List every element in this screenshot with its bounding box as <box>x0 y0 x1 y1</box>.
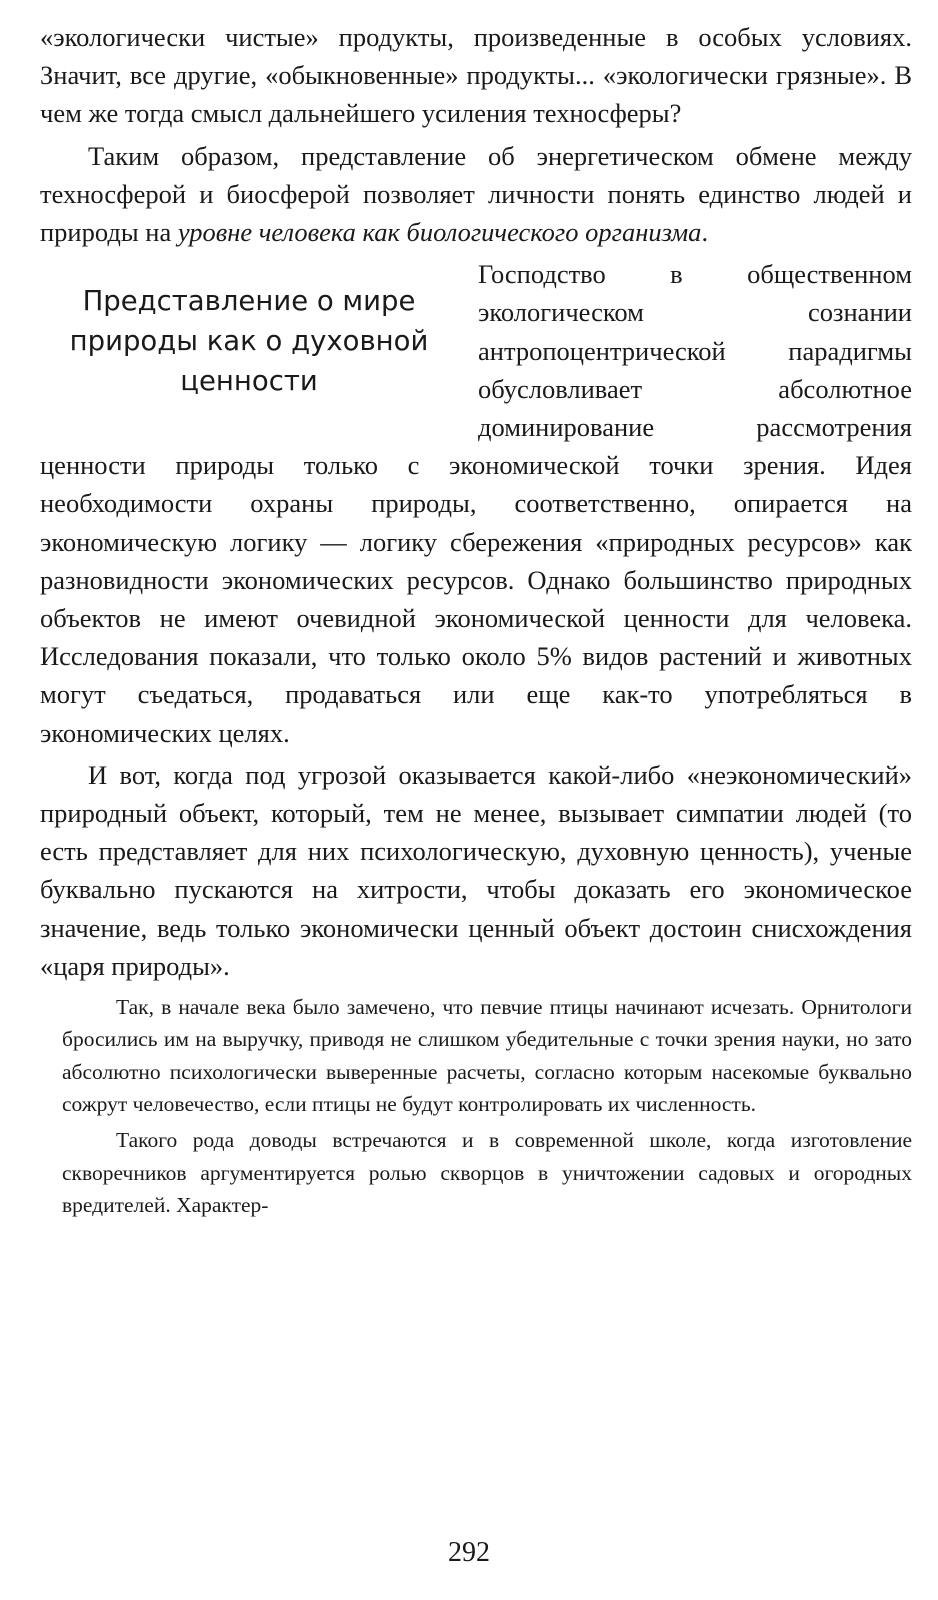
section-heading-line-3: ценности <box>180 365 318 398</box>
paragraph-continuation: «экологически чистые» продукты, произведенные в особых условиях. Значит, все другие, «обыкновенные» продукты... «экологически грязные». В чем же тогда смысл дальнейшего усиления техносферы? <box>40 22 912 129</box>
section-heading-line-1: Представление о мире <box>82 285 416 318</box>
emphasis-biological-level: уровне человека как биологического организма <box>177 217 702 248</box>
example-text <box>40 991 912 1221</box>
page-number: 292 <box>448 1537 490 1568</box>
example-birdhouses: Такого рода доводы встречаются и в современной школе, когда изготовление скворечников аргументируется ролью скворцов в уничтожении садовых и огородных вредителей. Характер- <box>62 1128 912 1217</box>
section-heading <box>40 281 458 401</box>
paragraph-energy-exchange <box>40 137 912 252</box>
page-content <box>40 18 912 1221</box>
section-spiritual-value <box>40 255 912 985</box>
section-heading-line-2: природы как о духовной <box>69 325 429 358</box>
paragraph-energy-exchange-text: Таким образом, представление об энергетическом обмене между техносферой и биосферой позволяет личности понять единство людей и природы на <box>40 140 912 248</box>
section-heading-box <box>40 255 458 417</box>
paragraph-non-economic: И вот, когда под угрозой оказывается какой-либо «неэкономический» природный объект, который, тем не менее, вызывает симпатии людей (то есть представляет для них психологическую, духовную ценность), ученые буквально пускаются на хитрости, чтобы доказать его экономическое значение, ведь только экономически ценный объект достоин снисхождения «царя природы». <box>40 759 912 981</box>
main-text <box>40 18 912 251</box>
example-songbirds: Так, в начале века было замечено, что певчие птицы начинают исчезать. Орнитологи бросились им на выручку, приводя не слишком убедительные с точки зрения науки, но зато абсолютно психологически выверенные расчеты, согласно которым насекомые буквально сожрут человечество, если птицы не будут контролировать их численность. <box>62 995 912 1116</box>
paragraph-energy-exchange-end: . <box>701 217 709 248</box>
paragraph-anthropocentric: Господство в общественном экологическом сознании антропоцентрической парадигмы обусловливает абсолютное доминирование рассмотрения ценности природы только с экономической точки зрения. Идея необходимости охраны природы, соответственно, опирается на экономическую логику — логику сбережения «природных ресурсов» как разновидности экономических ресурсов. Однако большинство природных объектов не имеют очевидной экономической ценности для человека. Исследования показали, что только около 5% видов растений и животных могут съедаться, продаваться или еще как-то употребляться в экономических целях. <box>40 259 912 748</box>
